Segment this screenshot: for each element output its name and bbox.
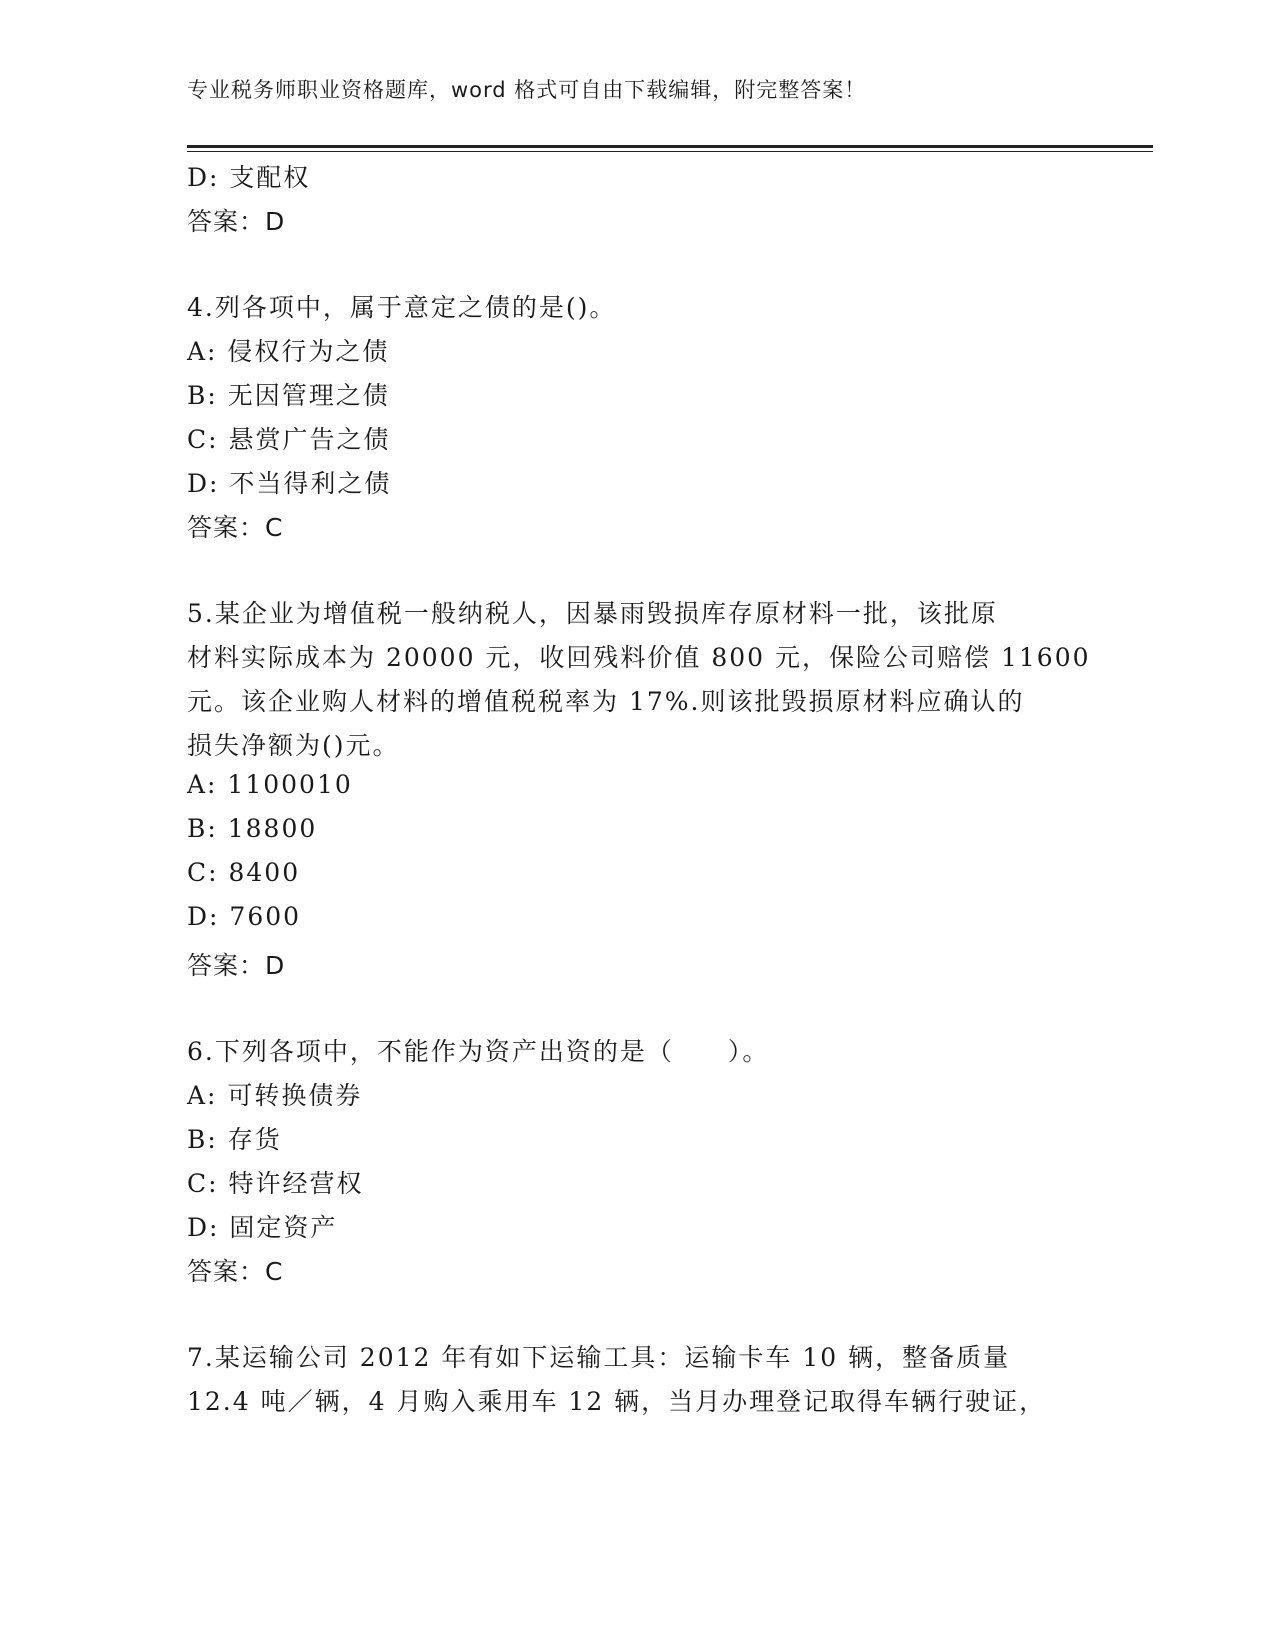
- q5-stem-line-2: 材料实际成本为 20000 元，收回残料价值 800 元，保险公司赔偿 11600: [187, 643, 1091, 672]
- q5-stem-line-1: 5.某企业为增值税一般纳税人，因暴雨毁损库存原材料一批，该批原: [187, 599, 998, 628]
- q5-option-b: B: 18800: [187, 814, 318, 843]
- q4-answer: 答案：C: [187, 513, 284, 542]
- q3-answer: 答案：D: [187, 207, 286, 236]
- q4-option-a: A: 侵权行为之债: [187, 337, 390, 366]
- q3-option-d: D: 支配权: [187, 163, 311, 192]
- q6-answer: 答案：C: [187, 1257, 284, 1286]
- q5-stem-line-4: 损失净额为()元。: [187, 731, 400, 760]
- q6-option-b: B: 存货: [187, 1125, 282, 1154]
- header-divider-thin: [187, 151, 1153, 152]
- q6-option-a: A: 可转换债券: [187, 1081, 363, 1110]
- q7-stem-line-1: 7.某运输公司 2012 年有如下运输工具：运输卡车 10 辆，整备质量: [187, 1343, 1011, 1372]
- q4-option-b: B: 无因管理之债: [187, 381, 390, 410]
- q5-stem-line-3: 元。该企业购人材料的增值税税率为 17%.则该批毁损原材料应确认的: [187, 687, 1025, 716]
- q4-option-d: D: 不当得利之债: [187, 469, 392, 498]
- q5-option-c: C: 8400: [187, 858, 301, 887]
- header-divider-thick: [187, 145, 1153, 148]
- q6-stem: 6.下列各项中，不能作为资产出资的是（ ）。: [187, 1037, 770, 1066]
- q6-option-d: D: 固定资产: [187, 1213, 338, 1242]
- page-header: 专业税务师职业资格题库，word 格式可自由下载编辑，附完整答案！: [187, 78, 867, 102]
- q6-option-c: C: 特许经营权: [187, 1169, 364, 1198]
- q4-stem: 4.列各项中，属于意定之债的是()。: [187, 293, 617, 322]
- q7-stem-line-2: 12.4 吨／辆，4 月购入乘用车 12 辆，当月办理登记取得车辆行驶证，: [187, 1387, 1047, 1416]
- q4-option-c: C: 悬赏广告之债: [187, 425, 391, 454]
- q5-option-d: D: 7600: [187, 902, 302, 931]
- q5-option-a: A: 1100010: [187, 770, 353, 799]
- q5-answer: 答案：D: [187, 951, 286, 980]
